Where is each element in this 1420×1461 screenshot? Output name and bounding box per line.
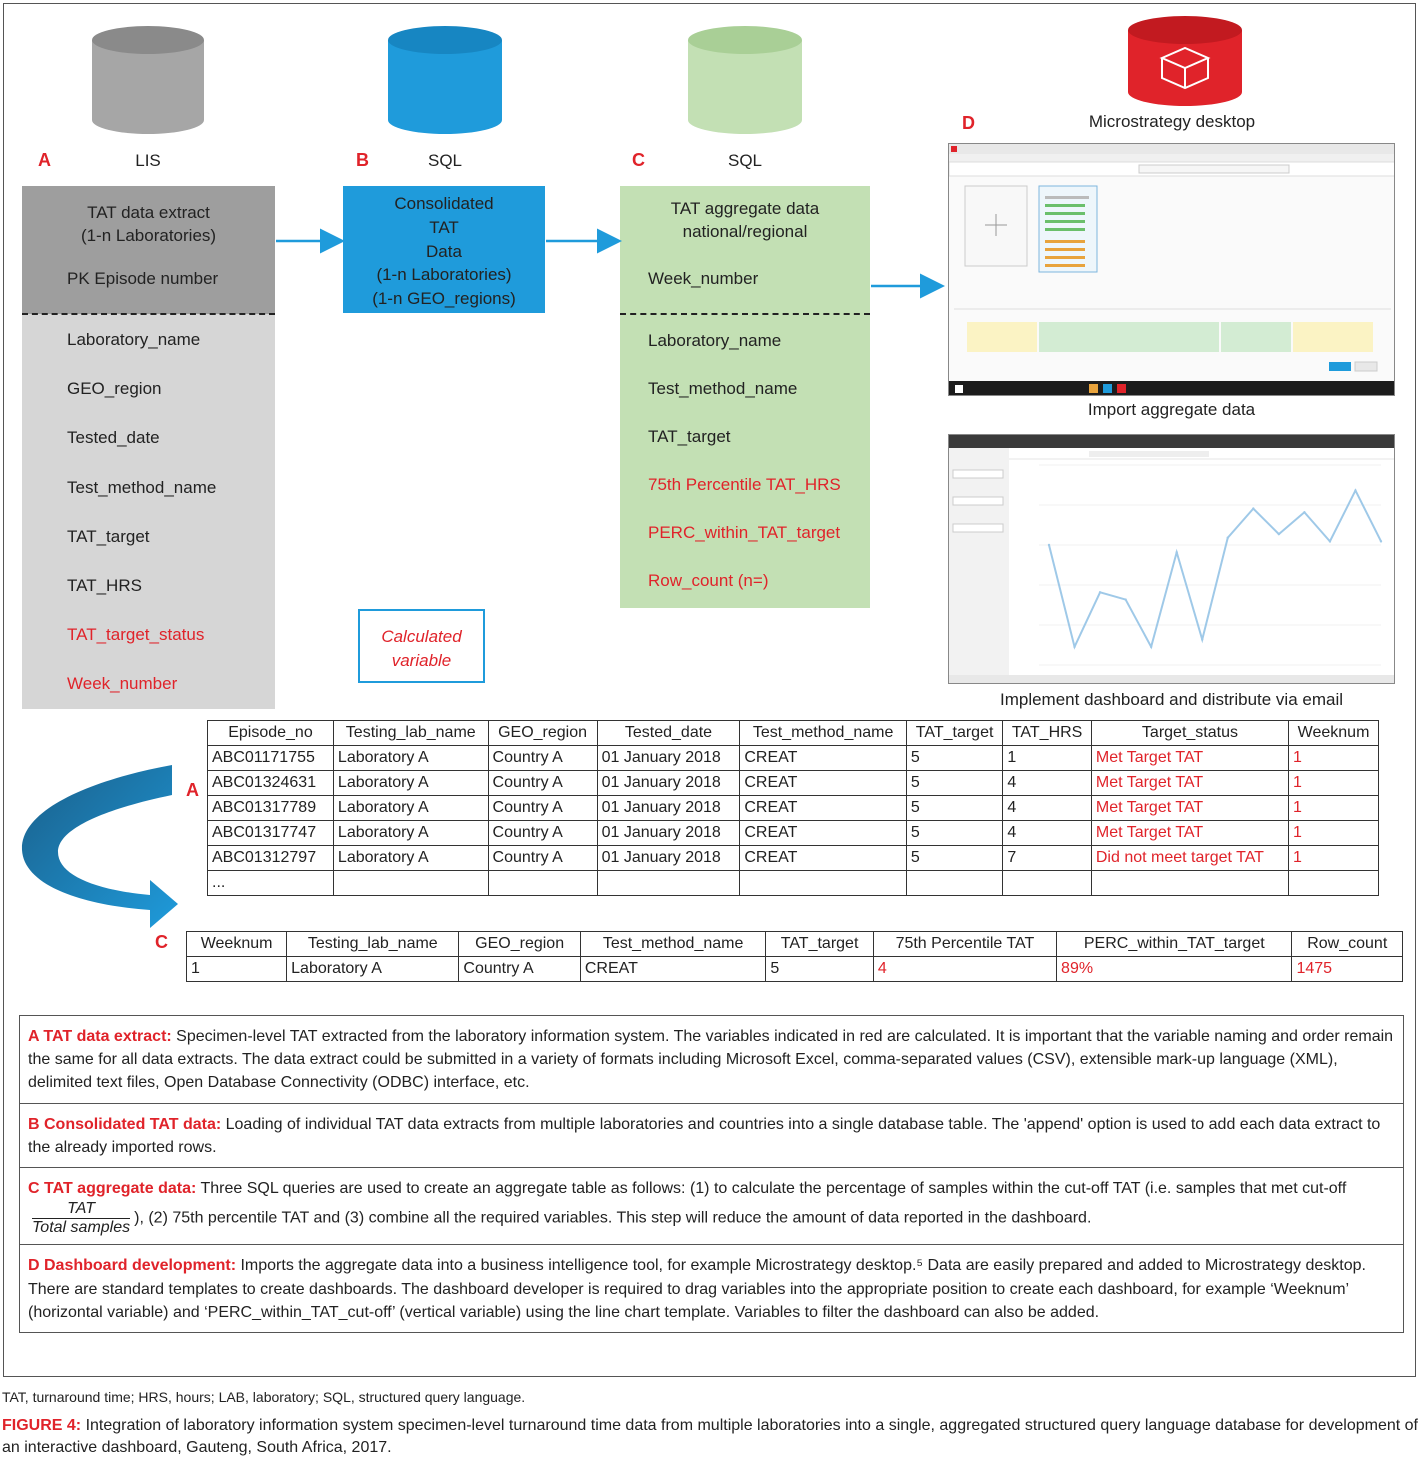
table-a-cell: Laboratory A <box>333 746 488 771</box>
caption-heading: FIGURE 4: <box>2 1417 82 1434</box>
db-name-sql-c: SQL <box>727 151 763 170</box>
note-c-text: Three SQL queries are used to create an aggregate table as follows: (1) to calculate the percentage of samples within the cut-off TAT (i.e. samples that met cut-off <box>196 1179 1347 1197</box>
table-c-cell: Laboratory A <box>287 957 459 982</box>
table-a-cell: 5 <box>906 796 1002 821</box>
table-a-cell: 01 January 2018 <box>597 746 740 771</box>
fraction <box>32 1200 130 1236</box>
table-a-header: Weeknum <box>1289 721 1379 746</box>
table-a-cell: Country A <box>488 746 597 771</box>
table-c-cell: 5 <box>766 957 873 982</box>
table-a-cell: 01 January 2018 <box>597 771 740 796</box>
table-a-cell: 01 January 2018 <box>597 821 740 846</box>
table-a-row <box>208 746 1379 771</box>
table-a-calc-cell: 1 <box>1289 771 1379 796</box>
note-b-heading: B Consolidated TAT data: <box>28 1115 222 1133</box>
table-a-cell <box>906 871 1002 896</box>
note-a-heading: A TAT data extract: <box>28 1028 172 1045</box>
figure-caption <box>2 1415 1418 1460</box>
table-a-cell <box>740 871 907 896</box>
legend-line: variable <box>391 650 452 670</box>
table-a-cell: ... <box>208 871 334 896</box>
note-a-text: Specimen-level TAT extracted from the laboratory information system. The variables indicated in red are calculated. It is important that the variable naming and order remain the same for all data extracts. The data extract could be submitted in a variety of formats including Microsoft Excel, comma-separated values (CSV), extensible mark-up language (XML), delimited text files, Open Database Connectivity (ODBC) interface, etc. <box>28 1028 1394 1092</box>
table-a-cell: Laboratory A <box>333 821 488 846</box>
box-a-subtitle: (1-n Laboratories) <box>80 225 217 245</box>
table-c-header: Weeknum <box>187 932 287 957</box>
table-a-cell: Country A <box>488 821 597 846</box>
box-c-key: Week_number <box>648 268 759 288</box>
table-a-calc-cell: 1 <box>1289 821 1379 846</box>
db-name-sql-b: SQL <box>427 151 463 170</box>
label-b: B <box>356 150 369 170</box>
dashboard-screenshot-graphic <box>949 435 1395 684</box>
table-c-header: 75th Percentile TAT <box>873 932 1056 957</box>
table-c-calc-cell: 1475 <box>1292 957 1403 982</box>
box-a-calc-field: TAT_target_status <box>67 625 205 644</box>
table-a-calc-cell: Met Target TAT <box>1091 746 1288 771</box>
table-a-header: TAT_target <box>906 721 1002 746</box>
table-a-header-row <box>208 721 1379 746</box>
table-a-cell: Country A <box>488 771 597 796</box>
box-c-field: TAT_target <box>648 427 731 446</box>
box-a-title: TAT data extract <box>87 203 210 222</box>
table-c-header-row <box>187 932 1403 957</box>
table-a-header: Testing_lab_name <box>333 721 488 746</box>
table-a-cell: CREAT <box>740 796 907 821</box>
table-c-cell: CREAT <box>580 957 765 982</box>
table-a-header: GEO_region <box>488 721 597 746</box>
table-a-cell: ABC01324631 <box>208 771 334 796</box>
table-a-cell: CREAT <box>740 771 907 796</box>
table-a-cell: Laboratory A <box>333 771 488 796</box>
fraction-numerator: TAT <box>32 1200 130 1219</box>
table-c <box>186 931 1403 982</box>
table-c-calc-cell: 89% <box>1057 957 1292 982</box>
chart-point <box>1354 489 1356 491</box>
chart-point <box>1099 591 1101 593</box>
chart-point <box>1048 544 1050 546</box>
label-a: A <box>38 150 51 170</box>
table-a-cell: CREAT <box>740 821 907 846</box>
table-a-cell: 5 <box>906 771 1002 796</box>
table-a-calc-cell: 1 <box>1289 846 1379 871</box>
note-b <box>20 1104 1403 1168</box>
table-a-cell: 5 <box>906 746 1002 771</box>
box-b-line: TAT <box>429 217 459 237</box>
table-a-cell: 4 <box>1003 771 1092 796</box>
label-c: C <box>632 150 645 170</box>
table-a-cell: Country A <box>488 796 597 821</box>
chart-point <box>1227 537 1229 539</box>
table-a-calc-cell <box>1091 871 1288 896</box>
table-a-cell: Laboratory A <box>333 846 488 871</box>
note-d-text: Imports the aggregate data into a business intelligence tool, for example Microstrategy desktop.⁵ Data are easily prepared and added to Microstrategy desktop. There are standard templates to create dashboards. The dashboard developer is required to drag variables into the appropriate position to create each dashboard, for example ‘Weeknum’ (horizontal variable) and ‘PERC_within_TAT_cut-off’ (vertical variable) using the line chart template. Variables to filter the dashboard can also be added. <box>28 1257 1366 1321</box>
db-name-microstrategy: Microstrategy desktop <box>1088 112 1256 131</box>
table-a-cell: 4 <box>1003 796 1092 821</box>
table-a-cell: 5 <box>906 821 1002 846</box>
box-a-pk: PK Episode number <box>67 268 219 288</box>
chart-series-line <box>1049 490 1381 646</box>
box-a-field: Tested_date <box>67 428 160 447</box>
table-a-cell: ABC01317789 <box>208 796 334 821</box>
notes-panel <box>19 1015 1404 1333</box>
table-a-cell: Country A <box>488 846 597 871</box>
box-c-title: TAT aggregate data <box>670 199 820 218</box>
curved-arrow-a-to-c <box>22 765 178 928</box>
table-c-header: PERC_within_TAT_target <box>1057 932 1292 957</box>
box-b-line: Data <box>426 241 462 261</box>
table-c-header: TAT_target <box>766 932 873 957</box>
note-d <box>20 1245 1403 1332</box>
dashboard-caption: Implement dashboard and distribute via email <box>999 690 1344 709</box>
table-a-calc-cell <box>1289 871 1379 896</box>
import-caption: Import aggregate data <box>1087 400 1256 419</box>
table-a-calc-cell: Met Target TAT <box>1091 796 1288 821</box>
table-a-calc-cell: 1 <box>1289 746 1379 771</box>
table-a-cell: 1 <box>1003 746 1092 771</box>
table-a-cell: 01 January 2018 <box>597 846 740 871</box>
box-a-field: Test_method_name <box>67 478 217 497</box>
table-a-row <box>208 846 1379 871</box>
box-a-field: Laboratory_name <box>67 330 201 349</box>
table-c-calc-cell: 4 <box>873 957 1056 982</box>
table-a-cell: CREAT <box>740 746 907 771</box>
table-a-cell <box>488 871 597 896</box>
box-a-calc-field: Week_number <box>67 674 178 693</box>
table-a-calc-cell: Met Target TAT <box>1091 771 1288 796</box>
box-c-field: Test_method_name <box>648 379 798 398</box>
box-c-field: Laboratory_name <box>648 331 782 350</box>
table-a-cell: Laboratory A <box>333 796 488 821</box>
table-c-label: C <box>155 932 168 952</box>
chart-point <box>1252 507 1254 509</box>
table-a <box>207 720 1379 896</box>
table-a-calc-cell: Met Target TAT <box>1091 821 1288 846</box>
table-a-header: TAT_HRS <box>1003 721 1092 746</box>
chart-point <box>1278 533 1280 535</box>
table-c-cell: 1 <box>187 957 287 982</box>
fraction-denominator: Total samples <box>32 1218 131 1236</box>
table-c-row <box>187 957 1403 982</box>
box-a-field: GEO_region <box>67 379 162 398</box>
box-c-subtitle: national/regional <box>682 221 808 241</box>
table-a-calc-cell: Did not meet target TAT <box>1091 846 1288 871</box>
table-c-header: GEO_region <box>459 932 580 957</box>
chart-point <box>1124 598 1126 600</box>
note-d-heading: D Dashboard development: <box>28 1257 237 1275</box>
box-c-calc-field: PERC_within_TAT_target <box>648 523 841 542</box>
chart-point <box>1150 646 1152 648</box>
table-c-header: Test_method_name <box>580 932 765 957</box>
chart-point <box>1303 511 1305 513</box>
box-a-field: TAT_HRS <box>67 576 142 595</box>
table-a-cell: 4 <box>1003 821 1092 846</box>
table-a-header: Test_method_name <box>740 721 907 746</box>
db-name-lis: LIS <box>135 151 161 170</box>
table-a-cell: 5 <box>906 846 1002 871</box>
note-b-text: Loading of individual TAT data extracts from multiple laboratories and countries into a single database table. The 'append' option is used to add each data extract to the already imported rows. <box>28 1115 1381 1156</box>
table-a-cell: 01 January 2018 <box>597 796 740 821</box>
table-a-header: Episode_no <box>208 721 334 746</box>
table-a-row <box>208 871 1379 896</box>
box-a-field: TAT_target <box>67 527 150 546</box>
chart-point <box>1380 540 1382 542</box>
table-a-cell <box>1003 871 1092 896</box>
table-a-cell: ABC01317747 <box>208 821 334 846</box>
import-screenshot-graphic <box>949 144 1395 396</box>
label-d: D <box>962 113 975 133</box>
box-c-calc-field: Row_count (n=) <box>648 571 769 590</box>
note-a <box>20 1016 1403 1104</box>
table-a-header: Target_status <box>1091 721 1288 746</box>
table-a-row <box>208 771 1379 796</box>
table-a-cell <box>597 871 740 896</box>
table-c-header: Testing_lab_name <box>287 932 459 957</box>
box-b-line: (1-n Laboratories) <box>376 265 512 285</box>
table-a-cell <box>333 871 488 896</box>
table-a-header: Tested_date <box>597 721 740 746</box>
table-c-header: Row_count <box>1292 932 1403 957</box>
table-c-cell: Country A <box>459 957 580 982</box>
dashboard-line-chart <box>1039 465 1382 665</box>
table-a-row <box>208 796 1379 821</box>
caption-text: Integration of laboratory information system specimen-level turnaround time data from multiple laboratories into a single, aggregated structured query language database for development of an interactive dashboard, Gauteng, South Africa, 2017. <box>2 1417 1418 1457</box>
chart-point <box>1175 551 1177 553</box>
box-b-line: (1-n GEO_regions) <box>372 289 516 309</box>
table-a-calc-cell: 1 <box>1289 796 1379 821</box>
footnote: TAT, turnaround time; HRS, hours; LAB, laboratory; SQL, structured query language. <box>2 1389 526 1405</box>
chart-point <box>1073 646 1075 648</box>
table-a-cell: 7 <box>1003 846 1092 871</box>
chart-point <box>1329 540 1331 542</box>
box-c-calc-field: 75th Percentile TAT_HRS <box>648 475 841 494</box>
note-c <box>20 1168 1403 1245</box>
table-a-row <box>208 821 1379 846</box>
table-a-cell: CREAT <box>740 846 907 871</box>
table-a-label: A <box>186 780 199 800</box>
legend-line: Calculated <box>381 627 462 646</box>
chart-point <box>1201 638 1203 640</box>
dashboard-screenshot <box>948 434 1395 684</box>
table-a-cell: ABC01312797 <box>208 846 334 871</box>
note-c-text-2: ), (2) 75th percentile TAT and (3) combine all the required variables. This step will reduce the amount of data reported in the dashboard. <box>134 1209 1092 1227</box>
table-a-cell: ABC01171755 <box>208 746 334 771</box>
note-c-heading: C TAT aggregate data: <box>28 1179 197 1197</box>
box-b-line: Consolidated <box>394 194 494 213</box>
import-screenshot <box>948 143 1395 396</box>
